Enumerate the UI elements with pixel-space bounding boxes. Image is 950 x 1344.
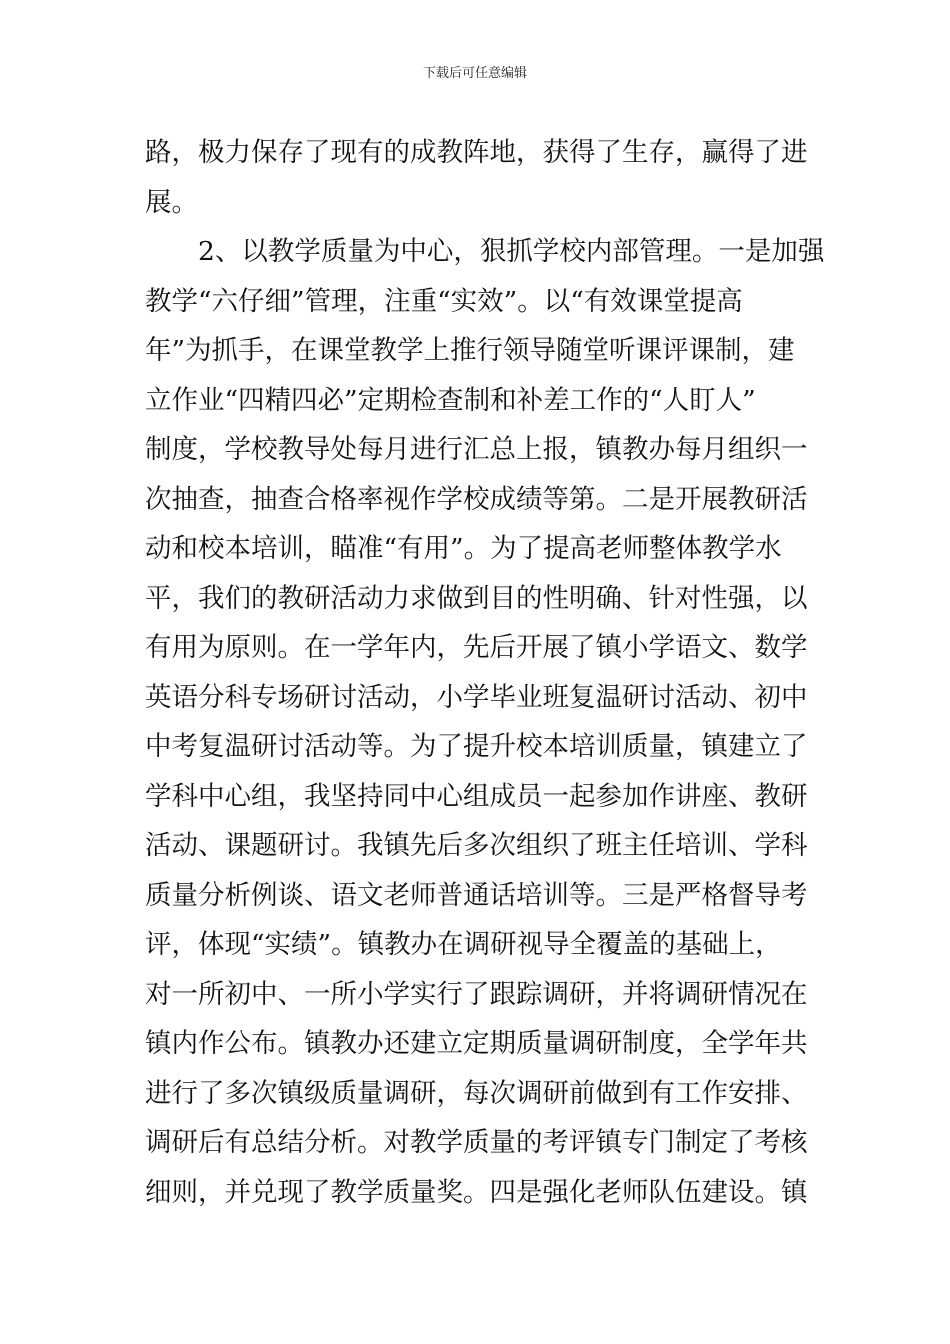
text-line: 立作业“四精四必”定期检查制和补差工作的“人盯人”: [145, 384, 756, 416]
text-line: 调研后有总结分析。对教学质量的考评镇专门制定了考核: [145, 1127, 808, 1158]
text-line: 评，体现“实绩”。镇教办在调研视导全覆盖的基础上，: [145, 929, 782, 960]
text-line: 平，我们的教研活动力求做到目的性明确、针对性强，以: [145, 582, 808, 614]
text-line: 次抽查，抽查合格率视作学校成绩等第。二是开展教研活: [145, 483, 808, 515]
text-line: 细则，并兑现了教学质量奖。四是强化老师队伍建设。镇: [145, 1176, 808, 1208]
text-line: 镇内作公布。镇教办还建立定期质量调研制度，全学年共: [145, 1028, 808, 1059]
text-line: 动和校本培训，瞄准“有用”。为了提高老师整体教学水: [145, 533, 782, 564]
page-header: 下载后可任意编辑: [422, 66, 527, 81]
text-line: 中考复温研讨活动等。为了提升校本培训质量，镇建立了: [145, 731, 808, 762]
body-text: [145, 128, 825, 1217]
paragraph-start-line: 2、以教学质量为中心，狠抓学校内部管理。一是加强: [198, 236, 825, 267]
text-line: 对一所初中、一所小学实行了跟踪调研，并将调研情况在: [145, 978, 808, 1010]
text-line: 教学“六仔细”管理，注重“实效”。以“有效课堂提高: [145, 285, 743, 317]
text-line: 质量分析例谈、语文老师普通话培训等。三是严格督导考: [145, 879, 808, 911]
text-line: 制度，学校教导处每月进行汇总上报，镇教办每月组织一: [145, 434, 808, 465]
text-line: 有用为原则。在一学年内，先后开展了镇小学语文、数学: [145, 632, 808, 663]
text-line: 活动、课题研讨。我镇先后多次组织了班主任培训、学科: [145, 830, 808, 861]
text-line: 学科中心组，我坚持同中心组成员一起参加作讲座、教研: [145, 780, 808, 812]
text-line: 进行了多次镇级质量调研，每次调研前做到有工作安排、: [145, 1077, 808, 1109]
text-line: 路，极力保存了现有的成教阵地，获得了生存，赢得了进: [145, 137, 808, 168]
text-line: 年”为抓手，在课堂教学上推行领导随堂听课评课制，建: [145, 335, 795, 366]
text-line: 英语分科专场研讨活动，小学毕业班复温研讨活动、初中: [145, 681, 808, 713]
text-line: 展。: [145, 186, 198, 218]
